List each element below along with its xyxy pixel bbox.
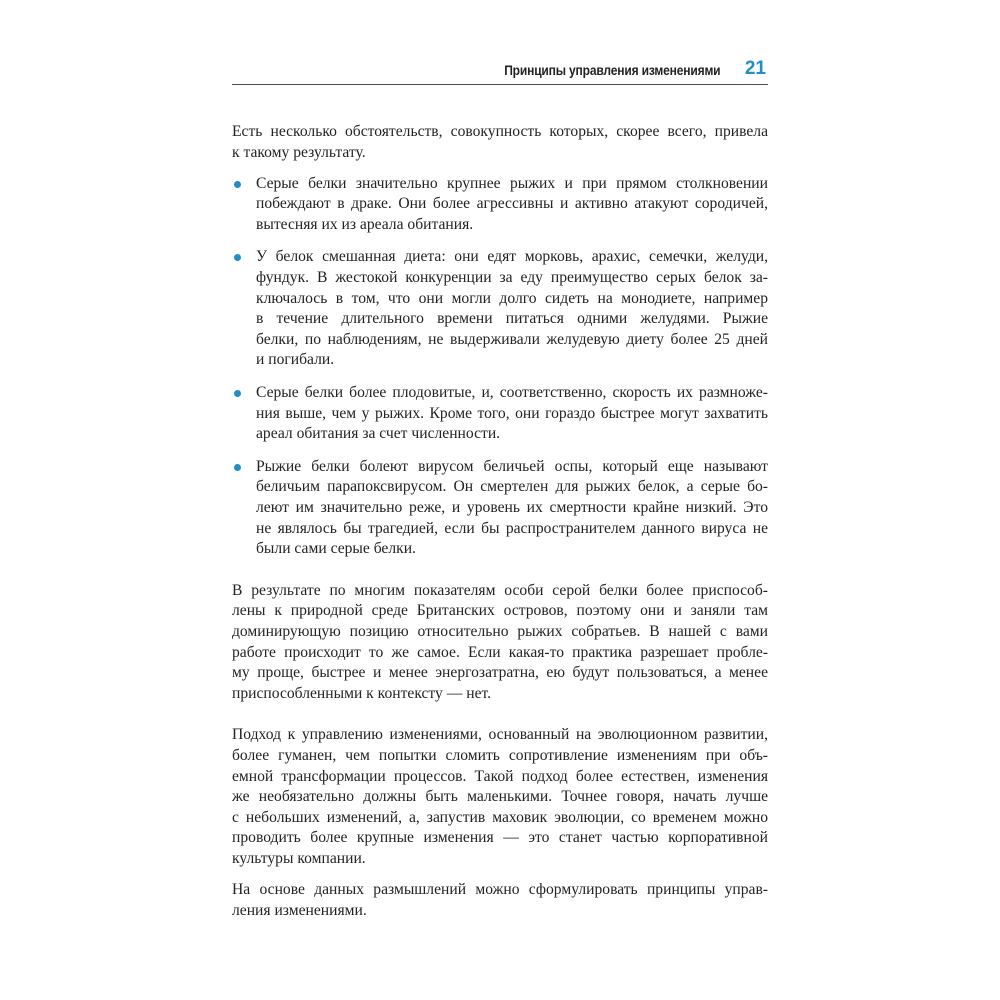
text-line: побеждают в драке. Они более агрессивны и активно атакуют сородичей,: [256, 195, 768, 213]
page-number: 21: [744, 58, 766, 79]
chapter-title: Принципы управления изменениями: [503, 62, 720, 78]
text-line: проводить более крупные изменения — это станет частью корпоративной: [232, 829, 768, 847]
text-line: В результате по многим показателям особи серой белки более приспособ-: [232, 581, 768, 599]
text-line: Серые белки значительно крупнее рыжих и при прямом столкновении: [256, 174, 768, 192]
text-line: ключалось в том, что они могли долго сидеть на монодиете, например: [256, 289, 768, 307]
text-line: работе происходит то же самое. Если какая-то практика разрешает пробле-: [232, 643, 768, 661]
text-line: леют им значительно реже, и уровень их смертности крайне низкий. Это: [256, 499, 768, 516]
bullet-icon: [234, 181, 241, 188]
list-item: [232, 383, 768, 445]
text-line: беличьим парапоксвирусом. Он смертелен для рыжих белок, а серые бо-: [256, 478, 768, 496]
text-line: с небольших изменений, а, запустив маховик эволюции, со временем можно: [232, 808, 768, 826]
paragraph: [232, 725, 768, 869]
bullet-list: [232, 174, 768, 560]
text-line: были сами серые белки.: [256, 540, 416, 558]
text-line: и погибали.: [256, 351, 335, 369]
running-header: [232, 58, 768, 85]
text-line: У белок смешанная диета: они едят морковь, арахис, семечки, желуди,: [256, 248, 768, 266]
bullet-icon: [234, 254, 241, 261]
text-line: На основе данных размышлений можно сформулировать принципы управ-: [232, 881, 768, 898]
text-line: Серые белки более плодовитые, и, соответственно, скорость их размноже-: [256, 384, 768, 402]
text-line: Рыжие белки болеют вирусом беличьей оспы, который еще называют: [256, 457, 768, 475]
text-line: к такому результату.: [232, 143, 366, 161]
text-line: Есть несколько обстоятельств, совокупность которых, скорее всего, привела: [232, 123, 768, 140]
text-line: более гуманен, чем попытки сломить сопротивление изменениям при объ-: [232, 746, 768, 764]
text-line: приспособленными к контексту — нет.: [232, 684, 492, 702]
text-line: ления изменениями.: [232, 901, 367, 919]
text-line: вытесняя их из ареала обитания.: [256, 215, 474, 233]
text-line: культуры компании.: [232, 849, 366, 867]
text-line: фундук. В жестокой конкуренции за еду преимущество серых белок за-: [256, 269, 768, 287]
text-line: же необязательно должны быть маленькими. Точнее говоря, начать лучше: [232, 788, 768, 806]
text-line: лены к природной среде Британских островов, поэтому они и заняли там: [232, 602, 768, 620]
text-line: доминирующую позицию относительно рыжих собратьев. В нашей с вами: [232, 622, 768, 640]
text-line: белки, по наблюдениям, не выдерживали желудевую диету более 25 дней: [256, 330, 768, 348]
bullet-icon: [234, 390, 241, 397]
text-line: ареал обитания за счет численности.: [256, 425, 501, 443]
list-item: [232, 457, 768, 560]
text-line: в течение длительного времени питаться одними желудями. Рыжие: [256, 310, 768, 328]
text-line: емной трансформации процессов. Такой подход более естествен, изменения: [232, 767, 768, 785]
text-line: ния выше, чем у рыжих. Кроме того, они гораздо быстрее могут захватить: [256, 404, 768, 422]
intro-paragraph: [232, 122, 768, 163]
text-line: Подход к управлению изменениями, основанный на эволюционном развитии,: [232, 726, 768, 744]
list-item: [232, 247, 768, 371]
paragraph: [232, 880, 768, 921]
paragraph: [232, 581, 768, 705]
body-text: [232, 122, 768, 921]
list-item: [232, 174, 768, 236]
text-line: му проще, быстрее и менее энергозатратна, ею будут пользоваться, а менее: [232, 664, 768, 682]
bullet-icon: [234, 464, 241, 471]
text-line: не являлось бы трагедией, если бы распространителем данного вируса не: [256, 519, 768, 537]
